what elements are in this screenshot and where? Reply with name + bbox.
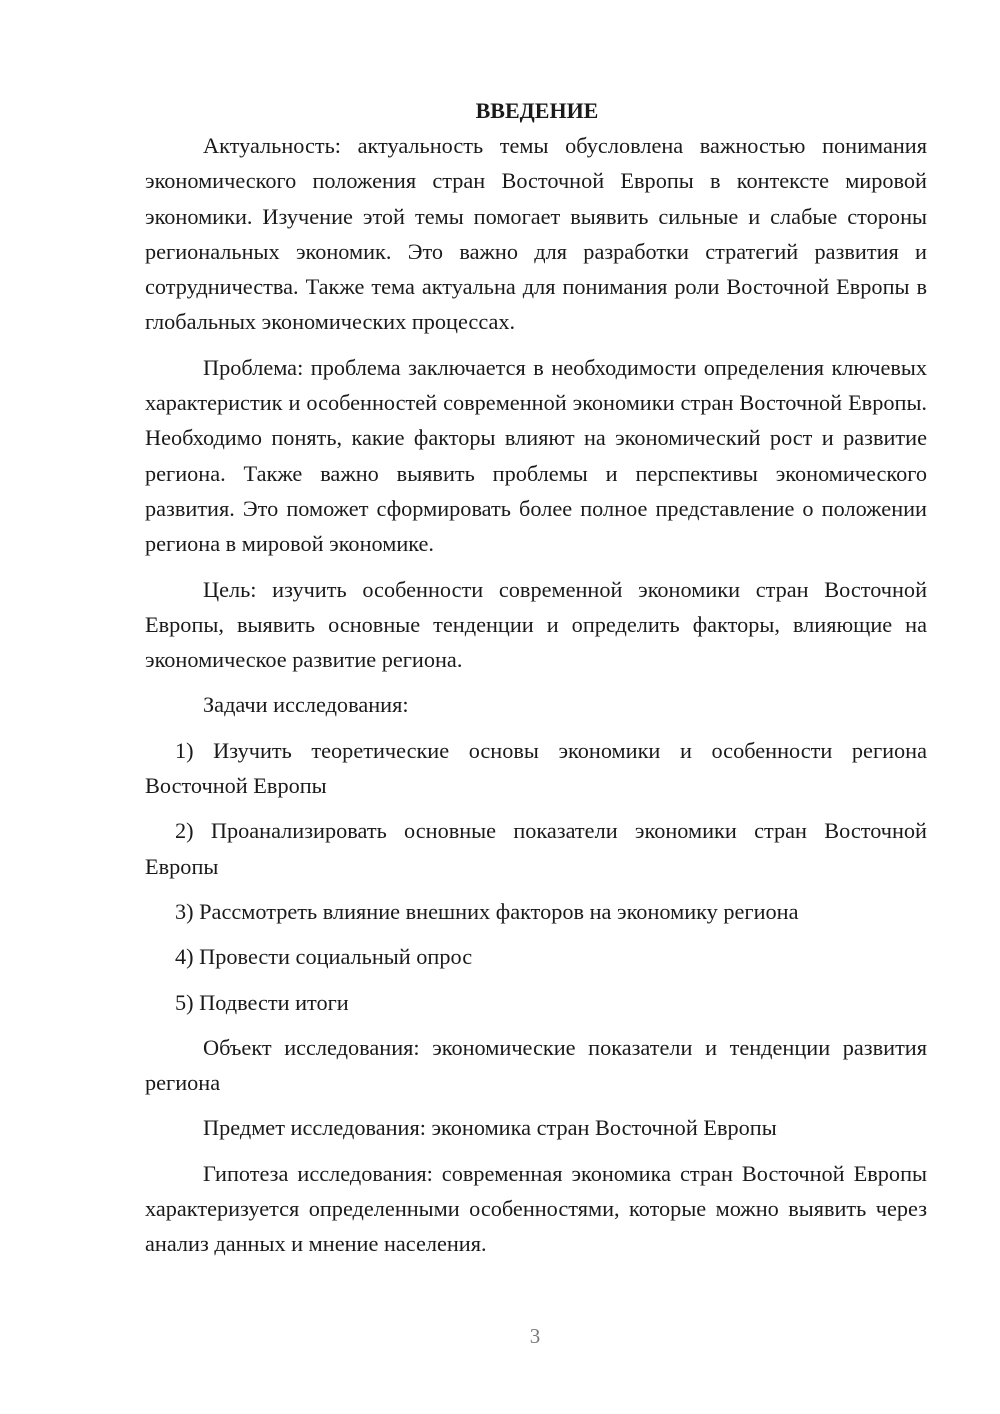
page-number: 3 (529, 1324, 541, 1348)
problem-paragraph: Проблема: проблема заключается в необходимости определения ключевых характеристик и особенностей современной экономики стран Восточной Европы. Необходимо понять, какие факторы влияют на экономический рост и развитие региона. Также важно выявить проблемы и перспективы экономического развития. Это поможет сформировать более полное представление о положении региона в мировой экономике. (145, 354, 927, 557)
object-paragraph: Объект исследования: экономические показатели и тенденции развития региона (145, 1034, 927, 1096)
tasks-heading: Задачи исследования: (203, 692, 409, 718)
task-item-5: 5) Подвести итоги (175, 989, 349, 1015)
task-item-3: 3) Рассмотреть влияние внешних факторов на экономику региона (175, 898, 799, 924)
relevance-paragraph: Актуальность: актуальность темы обусловлена важностью понимания экономического положения стран Восточной Европы в контексте мировой экономики. Изучение этой темы помогает выявить сильные и слабые стороны региональных экономик. Это важно для разработки стратегий развития и сотрудничества. Также тема актуальна для понимания роли Восточной Европы в глобальных экономических процессах. (145, 133, 927, 335)
hypothesis-paragraph: Гипотеза исследования: современная экономика стран Восточной Европы характеризуется определенными особенностями, которые можно выявить через анализ данных и мнение населения. (145, 1160, 927, 1257)
subject-paragraph: Предмет исследования: экономика стран Восточной Европы (203, 1115, 777, 1141)
goal-paragraph: Цель: изучить особенности современной экономики стран Восточной Европы, выявить основные тенденции и определить факторы, влияющие на экономическое развитие региона. (145, 576, 927, 673)
task-item-1: 1) Изучить теоретические основы экономики и особенности региона Восточной Европы (145, 737, 927, 799)
section-heading: ВВЕДЕНИЕ (475, 98, 599, 123)
task-item-2: 2) Проанализировать основные показатели экономики стран Восточной Европы (145, 818, 927, 879)
task-item-4: 4) Провести социальный опрос (175, 944, 473, 970)
document-page (145, 93, 927, 1262)
